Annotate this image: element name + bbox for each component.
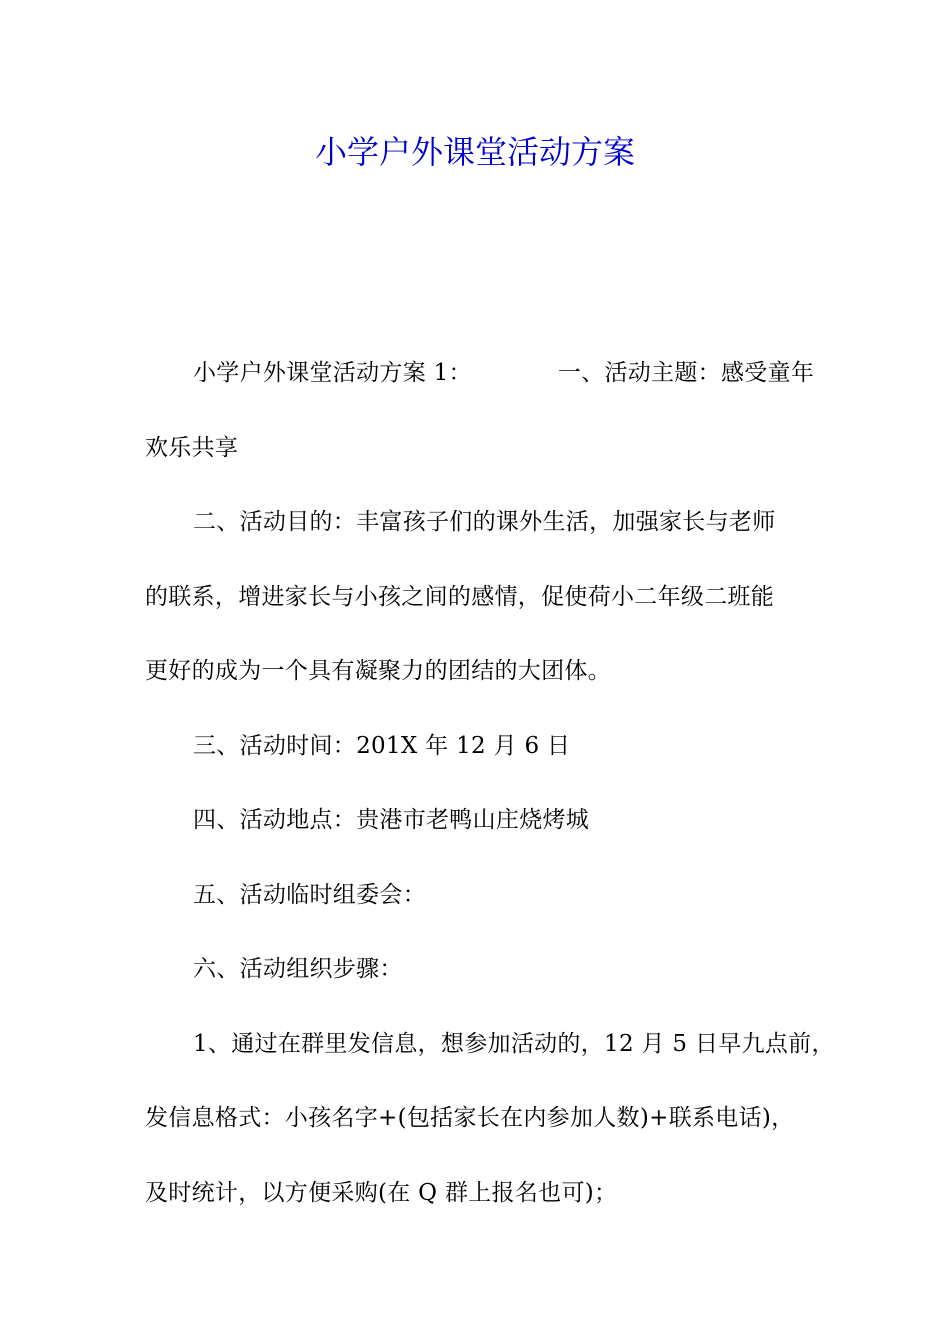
paragraph-steps <box>145 932 815 1007</box>
section-2-line-2: 的联系，增进家长与小孩之间的感情，促使荷小二年级二班能 <box>145 583 775 610</box>
plan-heading-1: 小学户外课堂活动方案 1： <box>193 360 472 386</box>
section-3-time: 三、活动时间：201X 年 12 月 6 日 <box>193 732 571 759</box>
section-4-location: 四、活动地点：贵港市老鸭山庄烧烤城 <box>193 807 590 833</box>
section-2-line-1: 二、活动目的：丰富孩子们的课外生活，加强家长与老师 <box>193 509 776 535</box>
paragraph-purpose-line-1 <box>145 485 815 560</box>
paragraph-theme <box>145 336 815 411</box>
paragraph-step-1-line-1 <box>145 1007 835 1082</box>
step-1-line-1: 1、通过在群里发信息，想参加活动的，12 月 5 日早九点前， <box>193 1030 835 1057</box>
paragraph-time <box>145 709 815 784</box>
section-5-committee: 五、活动临时组委会： <box>193 881 426 908</box>
paragraph-location <box>145 783 815 858</box>
document-body <box>145 336 835 1230</box>
section-6-steps: 六、活动组织步骤： <box>193 956 403 982</box>
paragraph-committee <box>145 858 815 933</box>
section-2-line-3: 更好的成为一个具有凝聚力的团结的大团体。 <box>145 658 611 684</box>
paragraph-step-1-line-2 <box>145 1081 815 1156</box>
paragraph-step-1-line-3 <box>145 1156 815 1231</box>
paragraph-theme-cont <box>145 411 815 486</box>
section-1-theme-cont: 欢乐共享 <box>145 434 239 461</box>
section-1-theme: 一、活动主题：感受童年 <box>557 360 815 386</box>
document-title: 小学户外课堂活动方案 <box>314 133 635 171</box>
paragraph-purpose-line-2 <box>145 560 815 635</box>
step-1-line-2: 发信息格式：小孩名字+(包括家长在内参加人数)+联系电话)， <box>145 1105 795 1131</box>
paragraph-purpose-line-3 <box>145 634 815 709</box>
step-1-line-3: 及时统计，以方便采购(在 Q 群上报名也可)； <box>145 1179 618 1206</box>
